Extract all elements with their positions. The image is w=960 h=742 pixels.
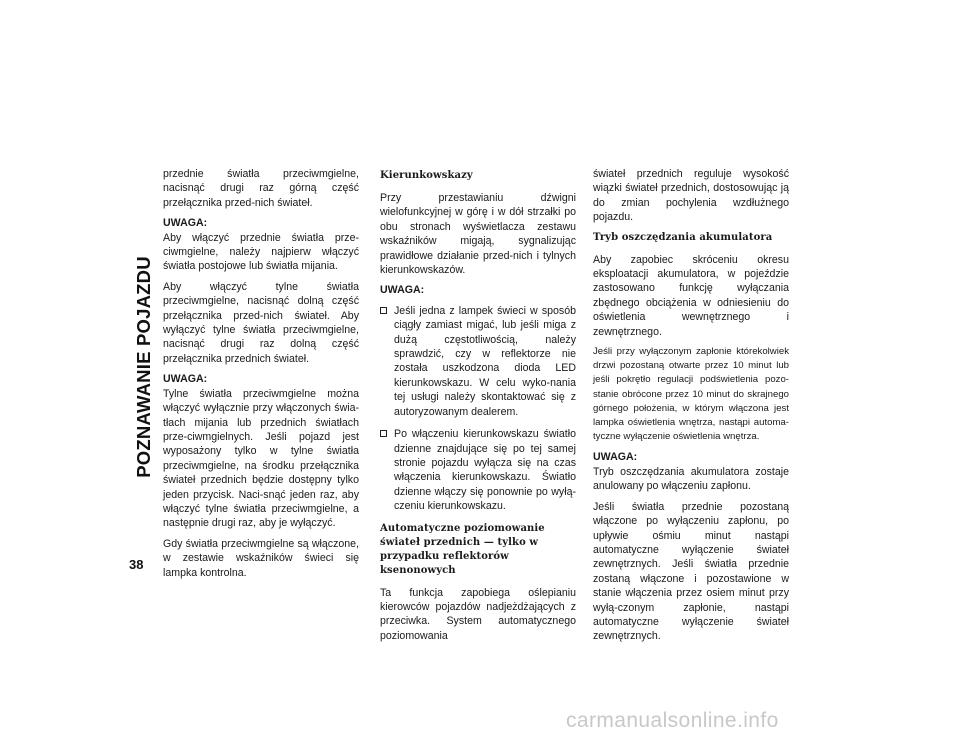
note-label: UWAGA: (593, 451, 638, 464)
section-title-vertical (130, 168, 158, 566)
page-number: 38 (129, 557, 144, 572)
list-item-text: Jeśli jedna z lampek świeci w sposób ciągły zamiast migać, lub jeśli miga z dużą częstotliwością, należy sprawdzić, czy w reflektorze nie została uszkodzona dioda LED kierunkowskazu. W celu wyko-nania tej usługi należy skontaktować się z autoryzowanym dealerem. (394, 304, 576, 418)
note-label: UWAGA: (163, 217, 208, 230)
paragraph-small: Jeśli przy wyłączonym zapłonie którekolwiek drzwi pozostaną otwarte przez 10 minut lub jeśli pokrętło regulacji podświetlenia pozo-stanie obrócone przez 10 minut do skrajnego górnego położenia, w którym włączona jest lampka oświetlenia wnętrza, nastąpi automa-tyczne wyłączenie oświetlenia wnętrza. (593, 346, 789, 443)
list-item (380, 427, 576, 513)
column-right (593, 167, 789, 650)
note-label: UWAGA: (380, 284, 425, 297)
paragraph: Gdy światła przeciwmgielne są włączone, w zestawie wskaźników świeci się lampka kontrolna. (163, 537, 359, 579)
section-title: POZNAWANIE POJAZDU (133, 256, 155, 478)
note-text: Tylne światła przeciwmgielne można włączyć wyłącznie przy włączonych świa-tłach mijania lub przednich światłach prze-ciwmgielnych. Jeśli pojazd jest wyposażony tylko w tylne światła przeciwmgielne, na środku przełącznika świateł przednich będzie dostępny tylko jeden przycisk. Naci-snąć jeden raz, aby włączyć tylne światła przeciwmgielne, a następnie drugi raz, aby je wyłączyć. (163, 387, 359, 530)
paragraph: Przy przestawianiu dźwigni wielofunkcyjnej w górę i w dół strzałki po obu stronach wyświetlacza zestawu wskaźników migają, sygnalizując prawidłowe działanie przed-nich i tylnych kierunkowskazów. (380, 192, 576, 277)
paragraph: przednie światła przeciwmgielne, nacisnąć drugi raz górną część przełącznika przed-nich świateł. (163, 168, 359, 209)
section-heading: Kierunkowskazy (380, 170, 473, 181)
note-text: Aby włączyć przednie światła prze-ciwmgielne, należy najpierw włączyć światła postojowe lub światła mijania. (163, 231, 359, 273)
column-left (163, 167, 359, 586)
note-block (593, 450, 789, 493)
list-item (380, 304, 576, 419)
note-block (380, 283, 576, 297)
note-label: UWAGA: (163, 373, 208, 386)
section-heading: Automatyczne poziomowanie świateł przednich — tylko w przypadku reflektorów ksenonowych (380, 522, 545, 576)
paragraph: świateł przednich reguluje wysokość wiązki świateł przednich, dostosowując ją do zmian pochylenia wzdłużnego pojazdu. (593, 168, 789, 224)
checkbox-bullet-icon (380, 307, 387, 314)
column-middle (380, 167, 576, 649)
bullet-list (380, 304, 576, 514)
checkbox-bullet-icon (380, 430, 387, 437)
watermark: carmanualsonline.info (566, 709, 779, 732)
note-text: Tryb oszczędzania akumulatora zostaje anulowany po włączeniu zapłonu. (593, 465, 789, 493)
note-block (163, 372, 359, 530)
paragraph: Aby włączyć tylne światła przeciwmgielne, nacisnąć dolną część przełącznika przed-nich świateł. Aby wyłączyć tylne światła przeciwmgielne, nacisnąć drugi raz dolną część przełącznika przednich świateł. (163, 280, 359, 365)
paragraph: Aby zapobiec skróceniu okresu eksploatacji akumulatora, w pojeździe zastosowano funkcję wyłączania zbędnego obciążenia w odniesieniu do oświetlenia wewnętrznego i zewnętrznego. (593, 253, 789, 338)
list-item-text: Po włączeniu kierunkowskazu światło dzienne znajdujące się po tej samej stronie pojazdu wyłącza się na czas włączenia kierunkowskazu. Światło dzienne włączy się ponownie po wyłą-czeniu kierunkowskazu. (394, 428, 576, 513)
section-heading: Tryb oszczędzania akumulatora (593, 231, 773, 243)
paragraph: Jeśli światła przednie pozostaną włączone po wyłączeniu zapłonu, po upływie ośmiu minut nastąpi automatyczne wyłączenie świateł zewnętrznych. Jeśli światła przednie zostaną włączone i pozostawione w stanie włączenia przez osiem minut przy wyłą-czonym zapłonie, nastąpi automatyczne wyłączenie świateł zewnętrznych. (593, 500, 789, 643)
paragraph: Ta funkcja zapobiega oślepianiu kierowców pojazdów nadjeżdżających z przeciwka. System automatycznego poziomowania (380, 586, 576, 642)
note-block (163, 216, 359, 274)
